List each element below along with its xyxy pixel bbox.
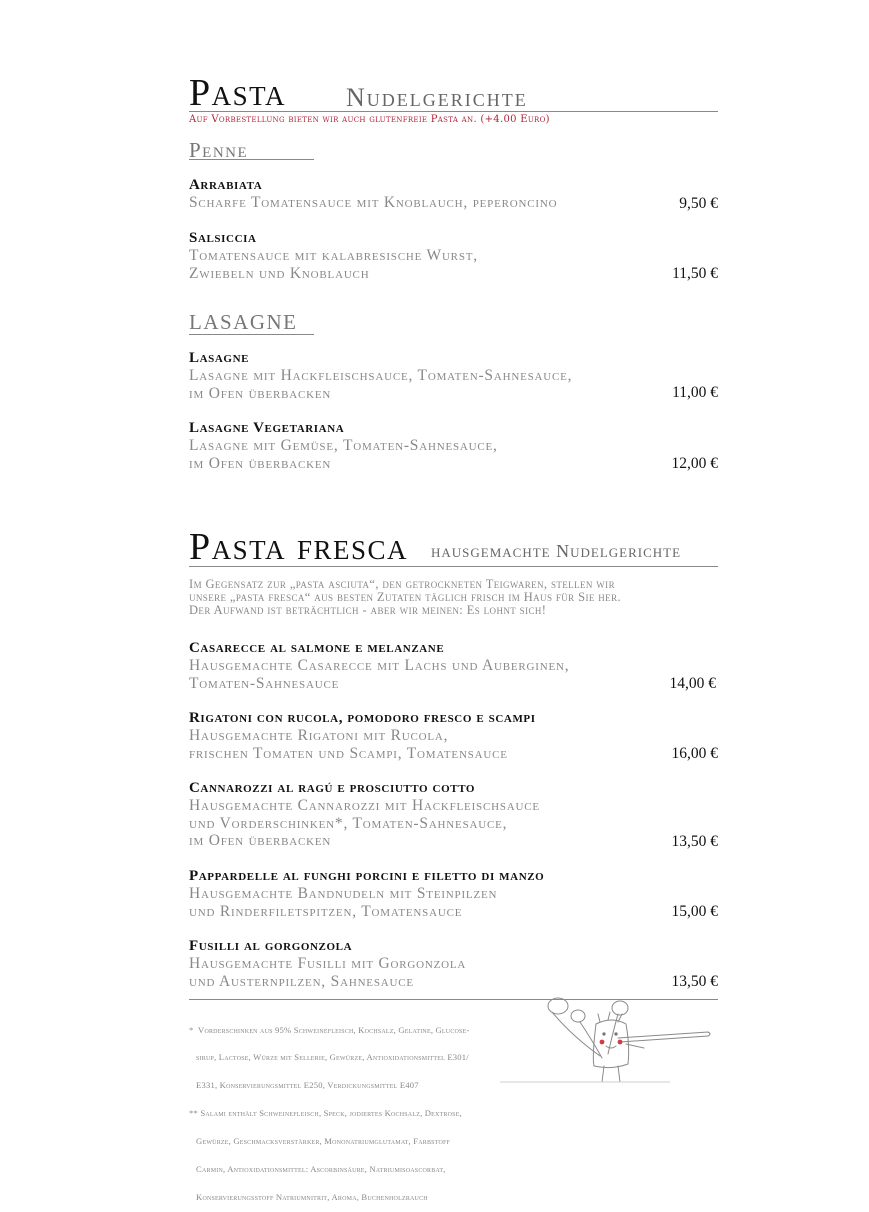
dish-fusilli-price: 13,50 € <box>671 973 718 990</box>
fresca-intro: Im Gegensatz zur „pasta asciuta“, den getrockneten Teigwaren, stellen wir unsere „pasta fresca“ aus besten Zutaten täglich frisch im Haus für Sie her. Der Aufwand ist beträchtlich - aber wir meinen: Es lohnt sich! <box>189 577 622 617</box>
dish-lasagne-price: 11,00 € <box>672 384 718 401</box>
dish-pappardelle-name: Pappardelle al funghi porcini e filetto di manzo <box>189 868 545 884</box>
dish-casarecce-desc: Hausgemachte Casarecce mit Lachs und Auberginen, Tomaten-Sahnesauce <box>189 657 570 692</box>
dish-lasagne-name: Lasagne <box>189 350 250 366</box>
fresca-title: Pasta fresca <box>189 526 409 568</box>
category-lasagne-rule <box>189 334 314 335</box>
dish-cannarozzi-name: Cannarozzi al ragú e prosciutto cotto <box>189 780 476 796</box>
fresca-header-rule <box>189 566 718 567</box>
dish-salsiccia-desc: Tomatensauce mit kalabresische Wurst, Zwiebeln und Knoblauch <box>189 247 478 282</box>
pasta-header-rule <box>189 111 718 112</box>
dish-fusilli-name: Fusilli al gorgonzola <box>189 938 353 954</box>
cheek-dot <box>600 1040 605 1045</box>
dish-fusilli-desc: Hausgemachte Fusilli mit Gorgonzola und Austernpilzen, Sahnesauce <box>189 955 467 990</box>
dish-arrabiata-desc: Scharfe Tomatensauce mit Knoblauch, peperoncino <box>189 194 558 211</box>
dish-cannarozzi-desc: Hausgemachte Cannarozzi mit Hackfleischsauce und Vorderschinken*, Tomaten-Sahnesauce, im Ofen überbacken <box>189 797 540 849</box>
dish-lasagne-vegetariana-name: Lasagne Vegetariana <box>189 420 345 436</box>
dish-arrabiata-price: 9,50 € <box>679 195 718 212</box>
cheek-dot <box>618 1040 623 1045</box>
dish-casarecce-name: Casarecce al salmone e melanzane <box>189 640 445 656</box>
pasta-subtitle: Nudelgerichte <box>346 83 528 112</box>
dish-lasagne-desc: Lasagne mit Hackfleischsauce, Tomaten-Sahnesauce, im Ofen überbacken <box>189 367 573 402</box>
category-penne: Penne <box>189 138 249 162</box>
dish-rigatoni-price: 16,00 € <box>671 745 718 762</box>
dish-rigatoni-desc: Hausgemachte Rigatoni mit Rucola, frischen Tomaten und Scampi, Tomatensauce <box>189 727 508 762</box>
glutenfree-note: Auf Vorbestellung bieten wir auch glutenfreie Pasta an. (+4.00 Euro) <box>189 114 550 125</box>
footnotes: * Vorderschinken aus 95% Schweinefleisch, Kochsalz, Gelatine, Glucose- sirup, Lactose, Würze mit Sellerie, Gewürze, Antioxidationsmittel E301/ E331, Konservierungsmittel E250, Verdickungsmittel E407 ** Salami enthält Schweinefleisch, Speck, jodiertes Kochsalz, Dextrose, Gewürze, Geschmacksverstärker, Mononatriumglutamat, Farbstoff Carmin, Antioxidationsmittel: Ascorbinsäure, Natriumisoascorbat, Konservierungsstoff Natriumnitrit, Aroma, Buchenholzrauch <box>189 1024 470 1202</box>
dish-arrabiata-name: Arrabiata <box>189 177 263 193</box>
pasta-title: Pasta <box>189 72 286 114</box>
dish-cannarozzi-price: 13,50 € <box>671 833 718 850</box>
dish-lasagne-vegetariana-price: 12,00 € <box>671 455 718 472</box>
fresca-subtitle: hausgemachte Nudelgerichte <box>431 541 682 561</box>
category-penne-rule <box>189 159 314 160</box>
pinocchio-illustration-icon <box>500 996 720 1086</box>
dish-pappardelle-price: 15,00 € <box>671 903 718 920</box>
category-lasagne: LASAGNE <box>189 310 298 334</box>
dish-lasagne-vegetariana-desc: Lasagne mit Gemüse, Tomaten-Sahnesauce, im Ofen überbacken <box>189 437 498 472</box>
dish-rigatoni-name: Rigatoni con rucola, pomodoro fresco e scampi <box>189 710 536 726</box>
dish-pappardelle-desc: Hausgemachte Bandnudeln mit Steinpilzen und Rinderfiletspitzen, Tomatensauce <box>189 885 498 920</box>
dish-salsiccia-name: Salsiccia <box>189 230 257 246</box>
dish-salsiccia-price: 11,50 € <box>672 265 718 282</box>
dish-casarecce-price: 14,00 € <box>669 675 716 692</box>
